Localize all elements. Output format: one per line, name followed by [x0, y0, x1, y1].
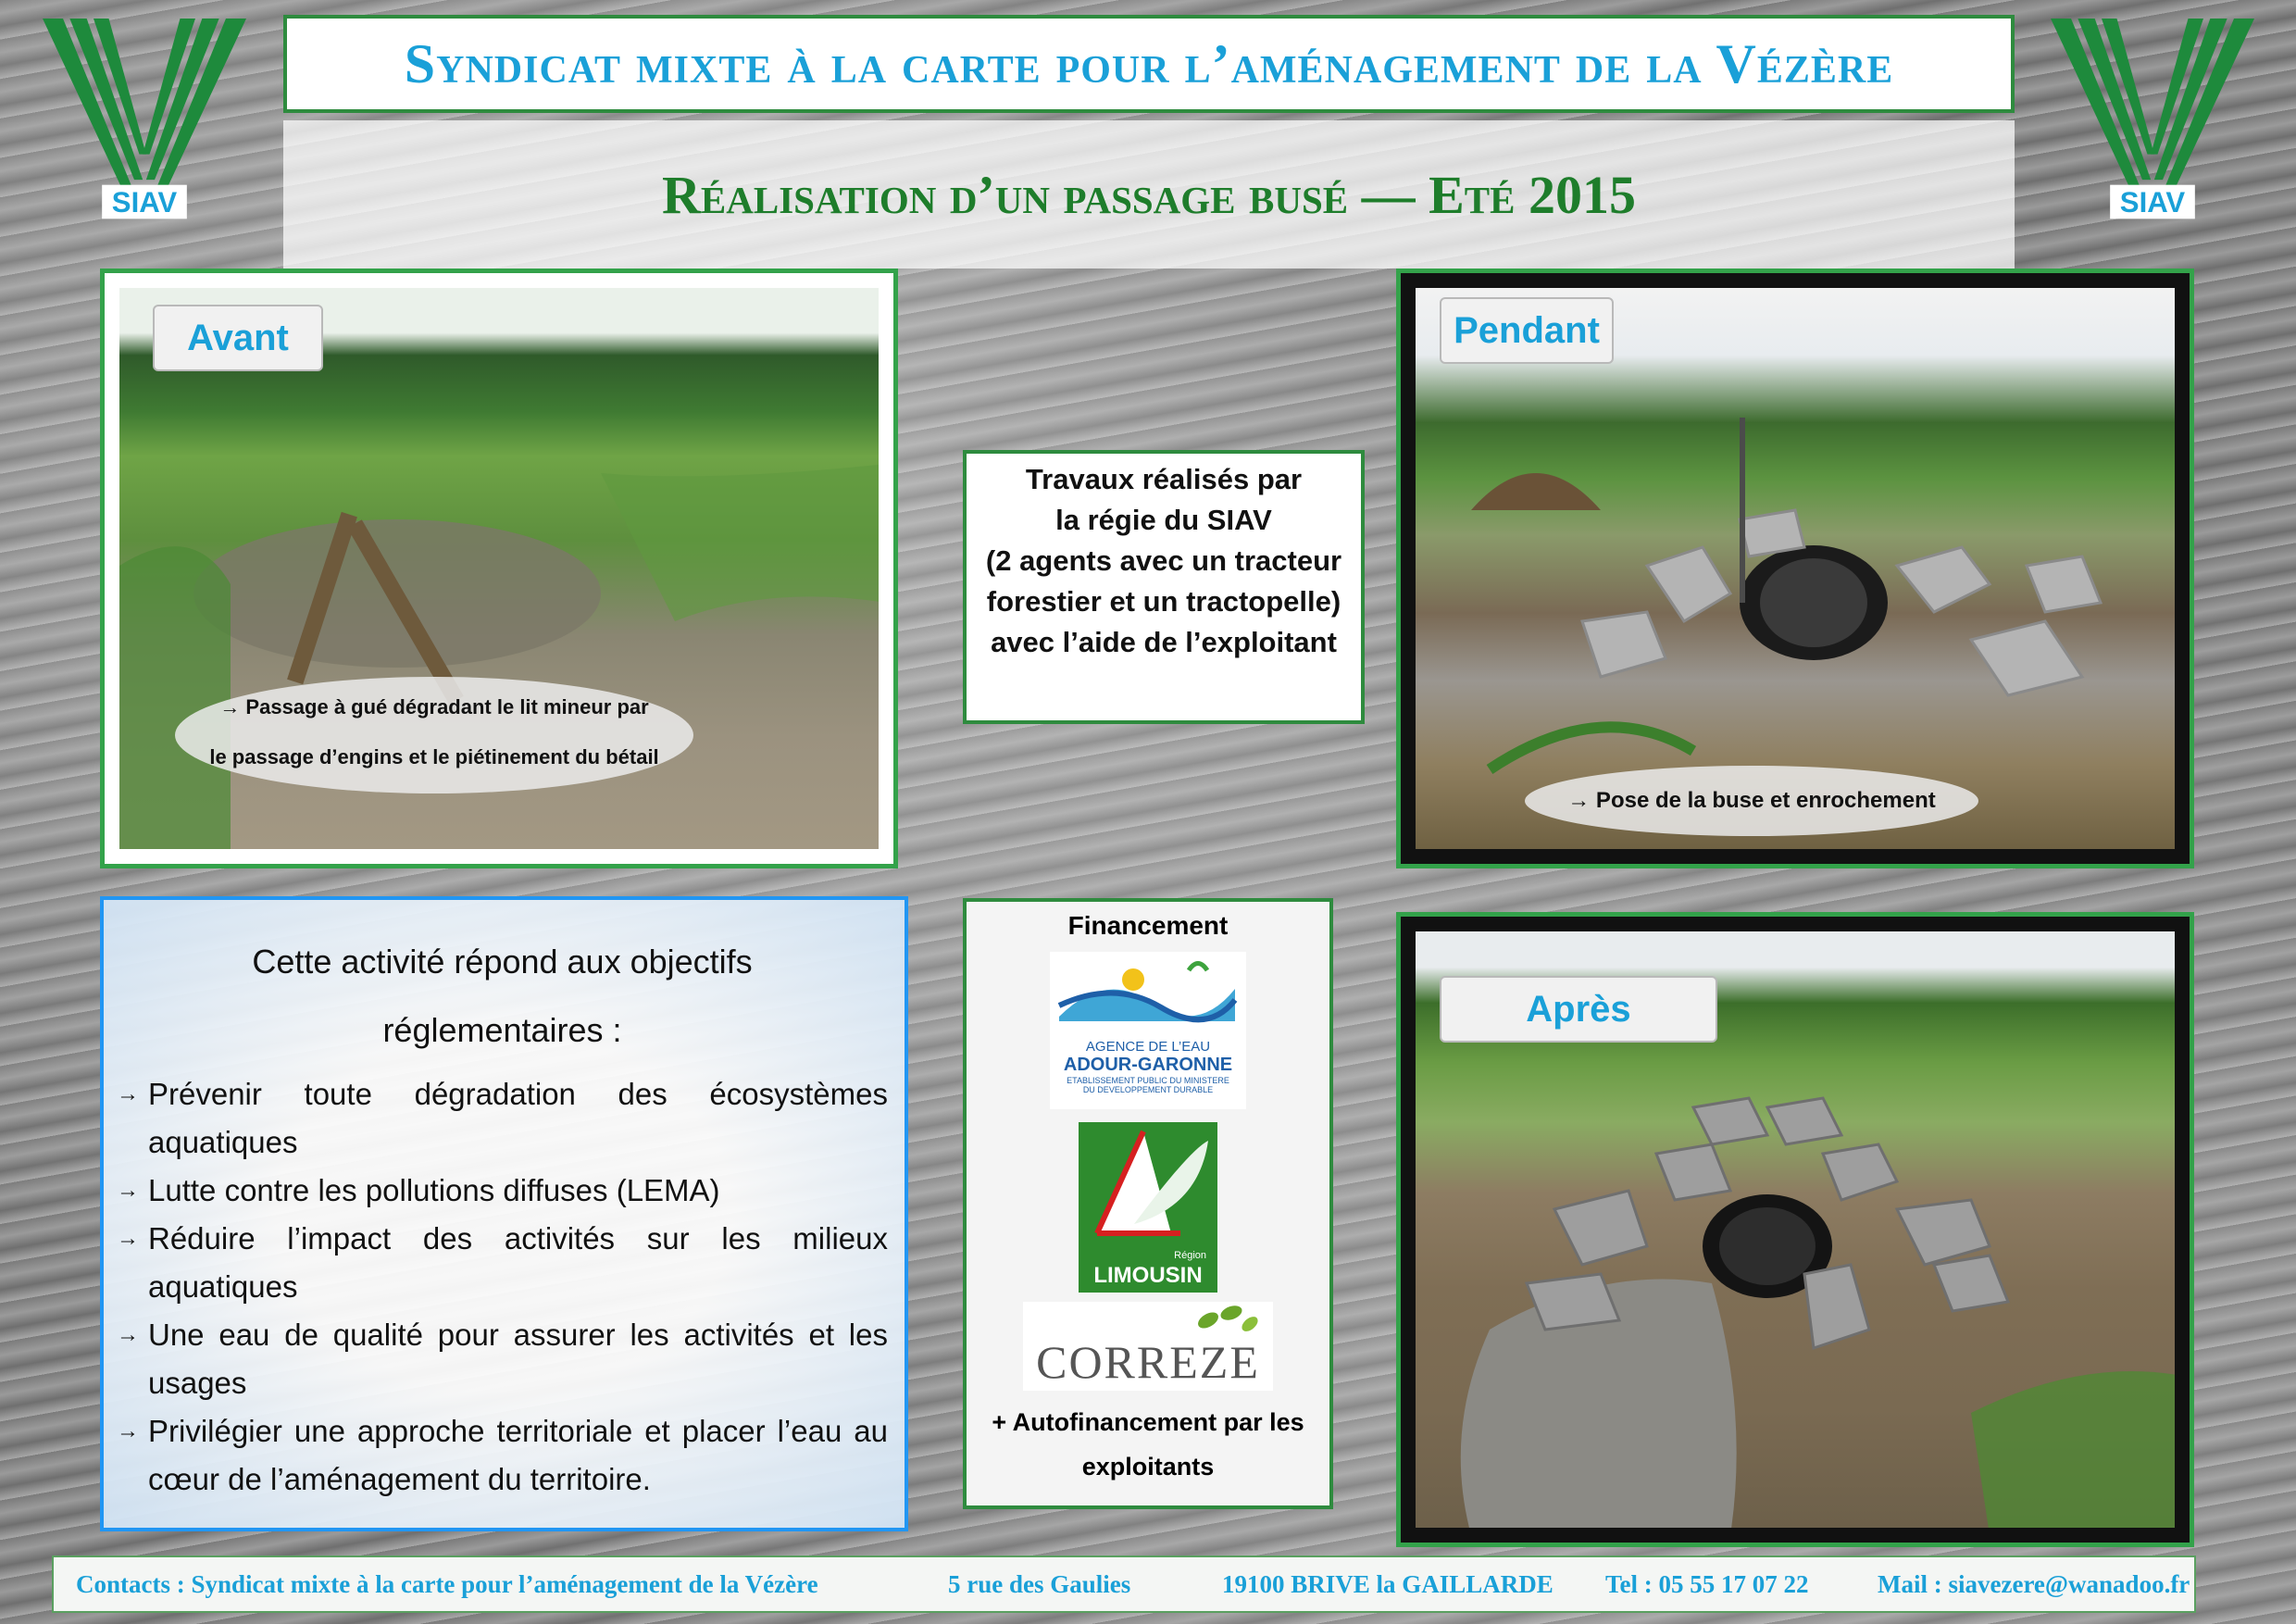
arrow-icon: →	[117, 1418, 139, 1443]
before-photo-frame	[100, 269, 898, 868]
footer-city: 19100 BRIVE la GAILLARDE	[1222, 1570, 1554, 1598]
before-caption-line2: le passage d’engins et le piétinement du bétail	[209, 745, 659, 768]
funding-box	[963, 898, 1333, 1509]
siav-logo-right	[2041, 19, 2264, 222]
limousin-logo: Région LIMOUSIN	[1079, 1122, 1217, 1293]
adour-garonne-logo: AGENCE DE L’EAU ADOUR-GARONNE ETABLISSEMENT PUBLIC DU MINISTERE DU DEVELOPPEMENT DURABLE	[1050, 952, 1246, 1109]
header-title-box	[283, 15, 2015, 113]
objective-item: → Prévenir toute dégradation des écosystèmes aquatiques	[117, 1070, 888, 1167]
objective-item: → Une eau de qualité pour assurer les activités et les usages	[117, 1311, 888, 1407]
objectives-list	[117, 1070, 888, 1504]
footer-contacts	[52, 1555, 2196, 1613]
works-line5: avec l’aide de l’exploitant	[991, 626, 1337, 658]
siav-logo-left	[33, 19, 256, 222]
siav-logo-text: SIAV	[111, 186, 178, 219]
objective-item: → Privilégier une approche territoriale et placer l’eau au cœur de l’aménagement du territoire.	[117, 1407, 888, 1504]
before-label: Avant	[153, 305, 323, 371]
during-photo-frame	[1396, 269, 2194, 868]
correze-logo: CORREZE	[1023, 1302, 1273, 1391]
arrow-icon: →	[117, 1081, 139, 1106]
before-photo	[119, 288, 879, 849]
works-line4: forestier et un tractopelle)	[986, 585, 1341, 618]
during-label: Pendant	[1440, 297, 1614, 364]
arrow-icon: →	[117, 1322, 139, 1347]
funding-title: Financement	[1067, 911, 1229, 940]
footer-contacts-text: Contacts : Syndicat mixte à la carte pour l’aménagement de la Vézère	[76, 1570, 818, 1598]
works-line1: Travaux réalisés par	[1025, 463, 1303, 495]
after-photo	[1416, 931, 2175, 1528]
during-caption: → Pose de la buse et enrochement	[1525, 766, 1978, 836]
works-description-box	[963, 450, 1365, 724]
objectives-box	[100, 896, 908, 1531]
after-photo-frame	[1396, 912, 2194, 1547]
after-label: Après	[1440, 976, 1717, 1043]
self-funding-text: + Autofinancement par les exploitants	[992, 1408, 1304, 1480]
objective-item: → Lutte contre les pollutions diffuses (LEMA)	[117, 1167, 888, 1215]
before-caption-line1: → Passage à gué dégradant le lit mineur par	[219, 695, 649, 718]
objectives-intro-line2: réglementaires :	[382, 1011, 622, 1049]
footer-mail[interactable]: Mail : siavezere@wanadoo.fr	[1878, 1570, 2190, 1598]
works-line2: la régie du SIAV	[1055, 504, 1272, 536]
objectives-intro-line1: Cette activité répond aux objectifs	[252, 943, 753, 981]
page-title: Syndicat mixte à la carte pour l’aménagement de la Vézère	[404, 32, 1894, 94]
objective-item: → Réduire l’impact des activités sur les milieux aquatiques	[117, 1215, 888, 1311]
works-line3: (2 agents avec un tracteur	[985, 544, 1342, 577]
during-photo	[1416, 288, 2175, 849]
footer-phone: Tel : 05 55 17 07 22	[1605, 1570, 1809, 1598]
footer-address: 5 rue des Gaulies	[948, 1570, 1131, 1598]
siav-logo-text: SIAV	[2119, 186, 2186, 219]
arrow-icon: →	[117, 1226, 139, 1251]
page-subtitle: Réalisation d’un passage busé — Eté 2015	[662, 164, 1636, 225]
before-caption	[175, 677, 693, 793]
subtitle-band	[283, 120, 2015, 269]
arrow-icon: →	[117, 1178, 139, 1203]
